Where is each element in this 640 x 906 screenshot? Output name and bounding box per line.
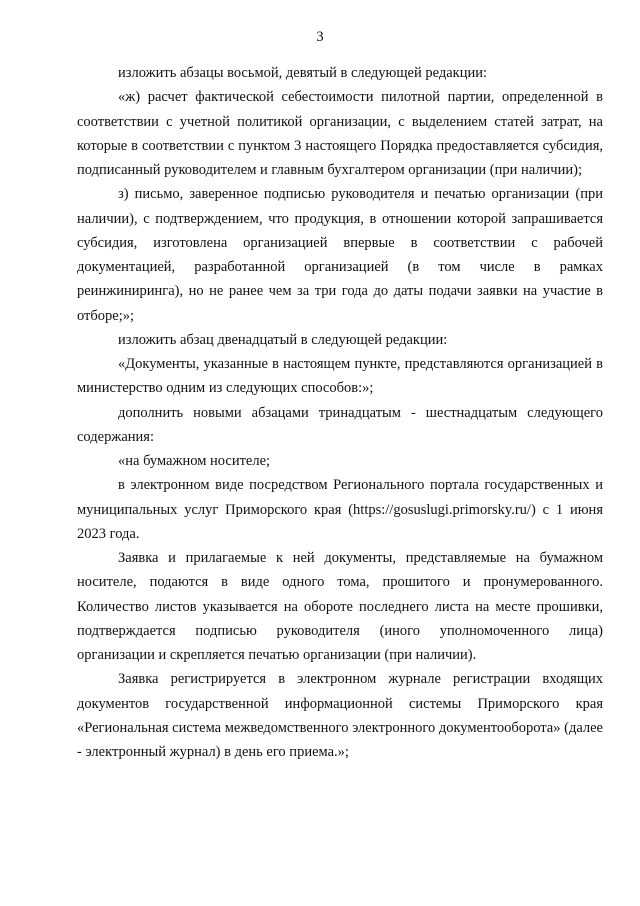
paragraph-amend-12: изложить абзац двенадцатый в следующей редакции: (118, 331, 448, 348)
paragraph-item-zh: «ж) расчет фактической себестоимости пилотной партии, определенной в соответствии с учетной политикой организации, с выделением статей затрат, на которые в соответствии с пунктом 3 настоящего Порядка предоставляется субсидия, подписанный руководителем и главным бухгалтером организации (при наличии); (77, 89, 603, 178)
paragraph-documents-submission: «Документы, указанные в настоящем пункте, представляются организацией в министерство одним из следующих способов:»; (77, 356, 603, 397)
paragraph-paper-medium: «на бумажном носителе; (118, 453, 271, 469)
paragraph-add-13-16: дополнить новыми абзацами тринадцатым - шестнадцатым следующего содержания: (77, 404, 603, 445)
page-number: 3 (316, 29, 324, 45)
paragraph-registration-journal: Заявка регистрируется в электронном журнале регистрации входящих документов государственной информационной системы Приморского края «Региональная система межведомственного электронного документооборота» (далее - электронный журнал) в день его приема.»; (77, 671, 603, 760)
document-body (77, 61, 603, 764)
paragraph-electronic-portal: в электронном виде посредством Регионального портала государственных и муниципальных услуг Приморского края (https://gosuslugi.primorsky.ru/) с 1 июня 2023 года. (77, 477, 603, 542)
paragraph-application-volume: Заявка и прилагаемые к ней документы, представляемые на бумажном носителе, подаются в виде одного тома, прошитого и пронумерованного. Количество листов указывается на обороте последнего листа на месте прошивки, подтверждается подписью руководителя (иного уполномоченного лица) организации и скрепляется печатью организации (при наличии). (77, 550, 603, 663)
paragraph-amend-8-9: изложить абзацы восьмой, девятый в следующей редакции: (118, 65, 488, 81)
paragraph-item-z: з) письмо, заверенное подписью руководителя и печатью организации (при наличии), с подтверждением, что продукция, в отношении которой запрашивается субсидия, изготовлена организацией впервые в соответствии с рабочей документацией, разработанной организацией (в том числе в рамках реинжиниринга), но не ранее чем за три года до даты подачи заявки на участие в отборе;»; (77, 186, 603, 324)
